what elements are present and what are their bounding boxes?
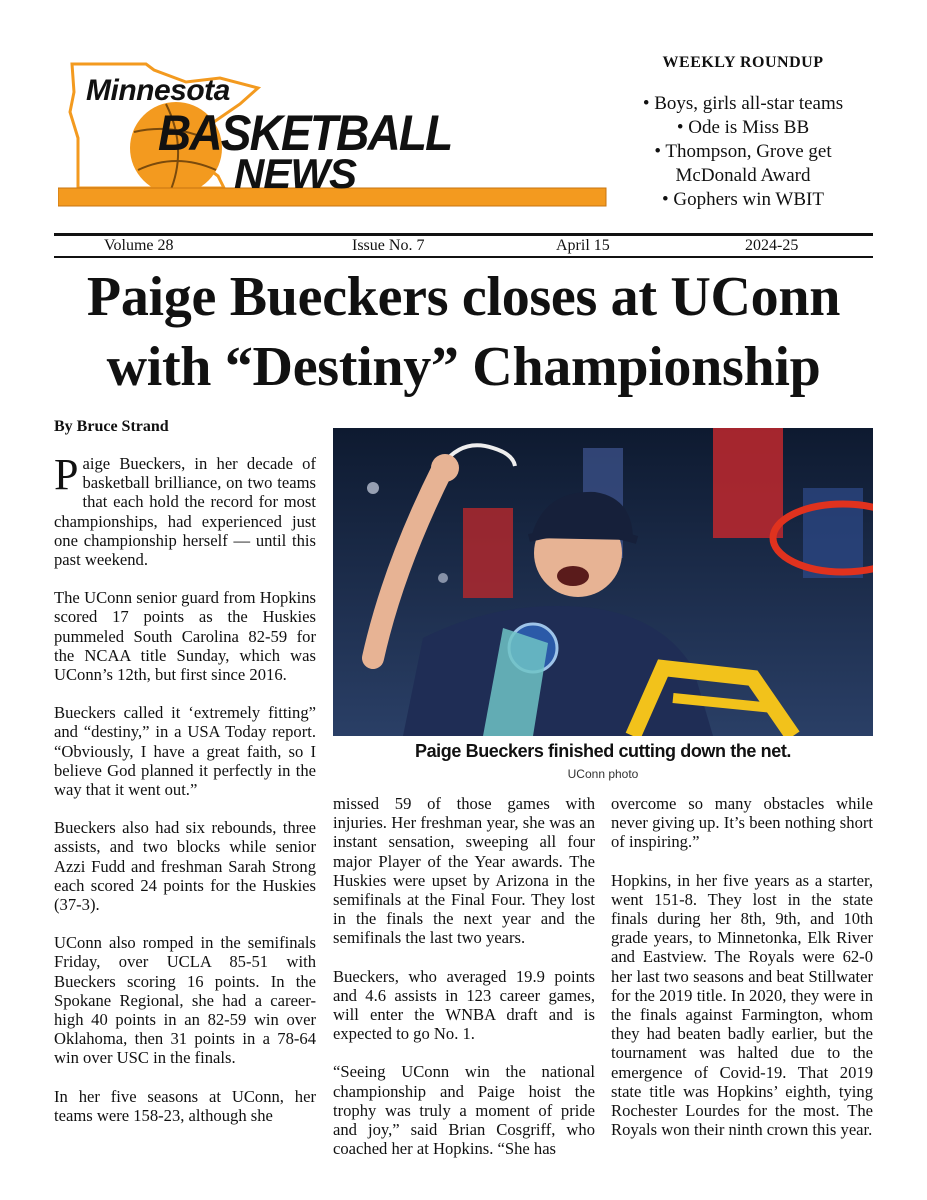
paragraph: overcome so many obstacles while never giving up. It’s been nothing short of inspiring.” <box>611 794 873 852</box>
weekly-roundup <box>612 54 874 212</box>
paragraph: Bueckers also had six rebounds, three assists, and two blocks while senior Azzi Fudd and freshman Sarah Strong each scored 24 points for the Huskies (37-3). <box>54 818 316 915</box>
article-photo <box>333 428 873 736</box>
article-column-3 <box>611 794 873 1139</box>
lead-paragraph: Paige Bueckers, in her decade of basketball brilliance, on two teams that each hold the record for most championships, had experienced just one championship herself — until this past weekend. <box>54 450 316 570</box>
roundup-item: • Thompson, Grove get McDonald Award <box>654 141 832 186</box>
player-cutting-net-image <box>333 428 873 736</box>
roundup-item: • Ode is Miss BB <box>676 117 810 138</box>
roundup-item: • Boys, girls all-star teams <box>642 93 844 114</box>
issue-bar-bottom-rule <box>54 256 873 258</box>
drop-cap: P <box>54 450 79 499</box>
paragraph: missed 59 of those games with injuries. Her freshman year, she was an instant sensation, sweeping all four major Player of the Year awards. The Huskies were upset by Arizona in the semifinals at the Final Four. They lost in the finals the next year and the semifinals the last two years. <box>333 794 595 948</box>
paragraph: In her five seasons at UConn, her teams were 158-23, although she <box>54 1086 316 1125</box>
issue-bar-top-rule <box>54 233 873 236</box>
roundup-title: WEEKLY ROUNDUP <box>662 54 824 71</box>
article-column-2 <box>333 794 595 1158</box>
logo-minnesota: Minnesota <box>86 74 230 107</box>
issue-date: April 15 <box>556 237 610 254</box>
byline: By Bruce Strand <box>54 418 169 435</box>
article-column-1 <box>54 450 316 1125</box>
volume-number: Volume 28 <box>104 237 174 254</box>
masthead-logo <box>58 52 610 210</box>
paragraph: “Seeing UConn win the national championship and Paige hoist the trophy was truly a moment of pride and joy,” said Brian Cosgriff, who coached her at Hopkins. “She has <box>333 1062 595 1159</box>
paragraph: UConn also romped in the semifinals Friday, over UCLA 85-51 with Bueckers scoring 16 points. In the Spokane Regional, she had a career-high 40 points in an 82-59 win over Oklahoma, then 31 points in a 78-64 win over USC in the finals. <box>54 933 316 1068</box>
roundup-item: • Gophers win WBIT <box>662 189 824 210</box>
photo-caption: Paige Bueckers finished cutting down the net. <box>414 741 792 761</box>
logo-basketball: BASKETBALL <box>158 105 452 161</box>
photo-credit: UConn photo <box>567 767 639 781</box>
paragraph: Bueckers, who averaged 19.9 points and 4.6 assists in 123 career games, will enter the WNBA draft and is expected to go No. 1. <box>333 966 595 1044</box>
logo-news: NEWS <box>234 150 356 197</box>
headline: Paige Bueckers closes at UConn with “Destiny” Championship <box>86 266 841 398</box>
paragraph: The UConn senior guard from Hopkins scored 17 points as the Huskies pummeled South Carolina 82-59 for the NCAA title Sunday, which was UConn’s 12th, but first since 2016. <box>54 588 316 685</box>
paragraph: Bueckers called it ‘extremely fitting” and “destiny,” in a USA Today report. “Obviously, I have a great faith, so I believe God planned it perfectly in the way that it went out.” <box>54 703 316 800</box>
issue-season: 2024-25 <box>745 237 799 254</box>
paragraph: Hopkins, in her five years as a starter, went 151-8. They lost in the state finals during her 8th, 9th, and 10th grade years, to Minnetonka, Elk River and Eastview. The Royals were 62-0 her last two seasons and beat Stillwater for the 2019 title. In 2020, they were in the finals against Farmington, whom they had beaten badly earlier, but the tournament was halted due to the emergence of Covid-19. That 2019 state title was Hopkins’ eighth, tying Rochester Lourdes for the most. The Royals won their ninth crown this year. <box>611 870 873 1140</box>
issue-number: Issue No. 7 <box>352 237 425 254</box>
